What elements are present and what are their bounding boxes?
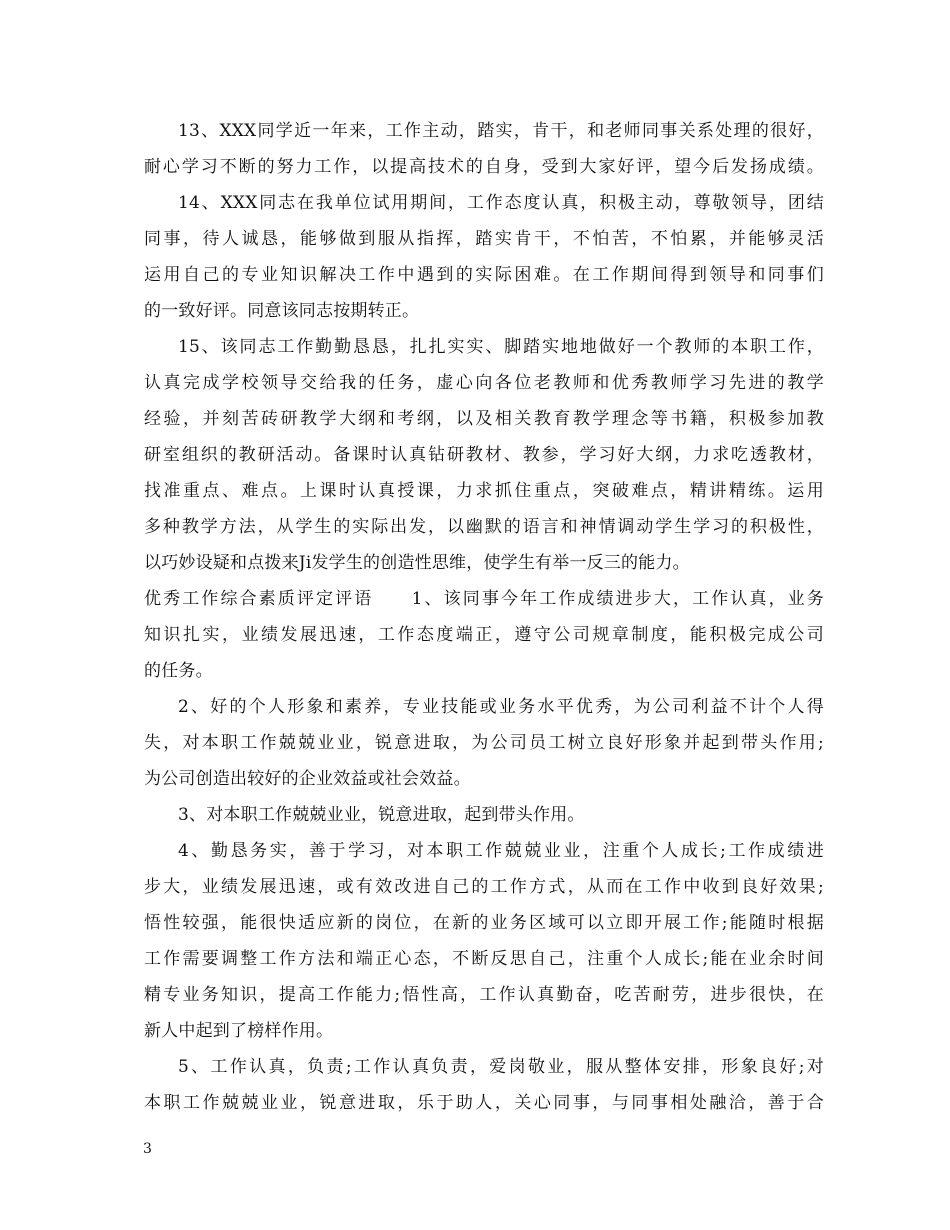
text-line: 精专业务知识，提高工作能力;悟性高，工作认真勤奋，吃苦耐劳，进步很快，在 [144, 985, 824, 1005]
text-line: 研室组织的教研活动。备课时认真钻研教材、教参，学习好大纲，力求吃透教材， [144, 445, 824, 465]
text-line: 3、对本职工作兢兢业业，锐意进取，起到带头作用。 [178, 805, 585, 825]
text-line: 多种教学方法，从学生的实际出发，以幽默的语言和神情调动学生学习的积极性， [144, 517, 824, 537]
section-heading-line: 优秀工作综合素质评定评语 1、该同事今年工作成绩进步大，工作认真，业务 [144, 589, 824, 609]
text-line: 工作需要调整工作方法和端正心态，不断反思自己，注重个人成长;能在业余时间 [144, 949, 824, 969]
text-line: 的任务。 [144, 661, 213, 681]
text-line: 找准重点、难点。上课时认真授课，力求抓住重点，突破难点，精讲精练。运用 [144, 481, 824, 501]
text-line: 15、该同志工作勤勤恳恳，扎扎实实、脚踏实地地做好一个教师的本职工作， [178, 337, 824, 357]
text-line: 经验，并刻苦砖研教学大纲和考纲，以及相关教育教学理念等书籍，积极参加教 [144, 409, 824, 429]
text-line: 4、勤恳务实，善于学习，对本职工作兢兢业业，注重个人成长;工作成绩进 [178, 841, 824, 861]
text-line: 2、好的个人形象和素养，专业技能或业务水平优秀，为公司利益不计个人得 [178, 697, 824, 717]
text-line: 的一致好评。同意该同志按期转正。 [144, 301, 420, 321]
text-line: 悟性较强，能很快适应新的岗位，在新的业务区域可以立即开展工作;能随时根据 [144, 913, 824, 933]
page-number: 3 [143, 1141, 152, 1157]
text-line: 运用自己的专业知识解决工作中遇到的实际困难。在工作期间得到领导和同事们 [144, 265, 824, 285]
text-line: 认真完成学校领导交给我的任务，虚心向各位老教师和优秀教师学习先进的教学 [144, 373, 824, 393]
text-line: 5、工作认真，负责;工作认真负责，爱岗敬业，服从整体安排，形象良好;对 [178, 1057, 824, 1077]
text-line: 新人中起到了榜样作用。 [144, 1021, 334, 1041]
text-line: 耐心学习不断的努力工作，以提高技术的自身，受到大家好评，望今后发扬成绩。 [144, 157, 824, 177]
text-line: 14、XXX同志在我单位试用期间，工作态度认真，积极主动，尊敬领导，团结 [178, 193, 824, 213]
text-line: 以巧妙设疑和点拨来Ji发学生的创造性思维，使学生有举一反三的能力。 [144, 553, 690, 573]
text-line: 知识扎实，业绩发展迅速，工作态度端正，遵守公司规章制度，能积极完成公司 [144, 625, 824, 645]
text-line: 同事，待人诚恳，能够做到服从指挥，踏实肯干，不怕苦，不怕累，并能够灵活 [144, 229, 824, 249]
text-line: 13、XXX同学近一年来，工作主动，踏实，肯干，和老师同事关系处理的很好， [178, 121, 824, 141]
text-line: 步大，业绩发展迅速，或有效改进自己的工作方式，从而在工作中收到良好效果; [144, 877, 824, 897]
text-line: 为公司创造出较好的企业效益或社会效益。 [144, 769, 471, 789]
text-line: 失，对本职工作兢兢业业，锐意进取，为公司员工树立良好形象并起到带头作用; [144, 733, 824, 753]
text-line: 本职工作兢兢业业，锐意进取，乐于助人，关心同事，与同事相处融洽，善于合 [144, 1093, 824, 1113]
